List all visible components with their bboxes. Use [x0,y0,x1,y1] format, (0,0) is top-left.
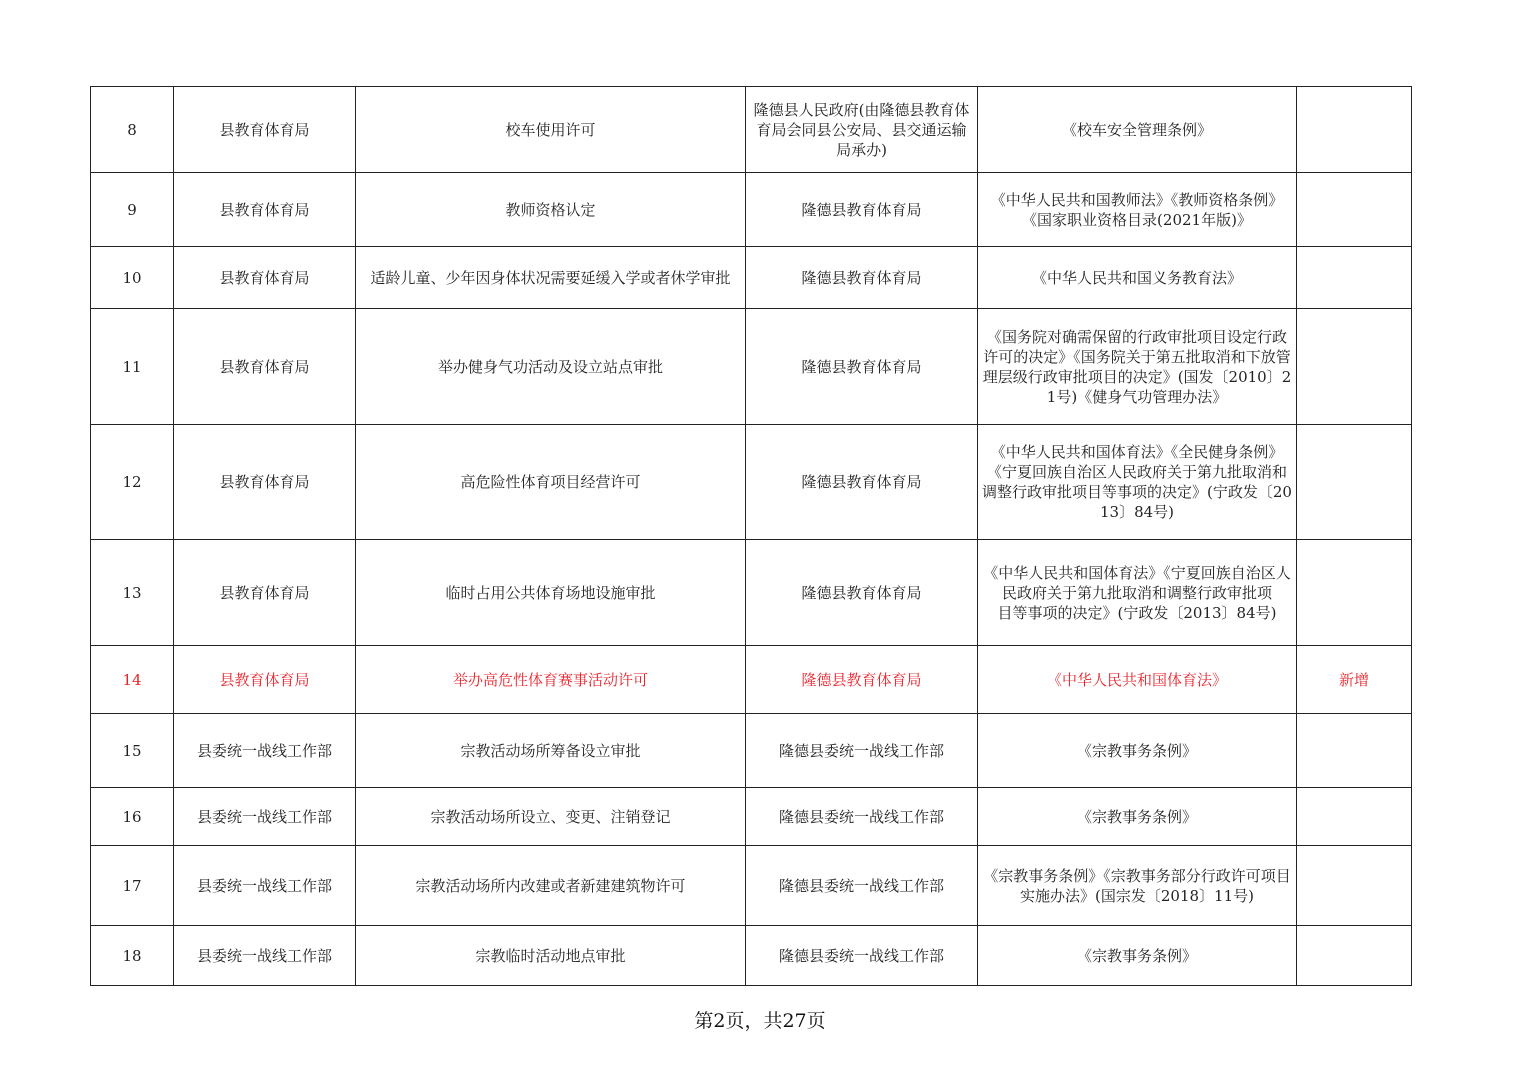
legal-basis-line: 《中华人民共和国体育法》《全民健身条例》 [990,443,1284,461]
department-cell: 县教育体育局 [174,425,356,540]
legal-basis-cell [978,247,1297,309]
department-cell: 县教育体育局 [174,87,356,173]
remark-cell [1297,714,1412,788]
table-row [91,646,1412,714]
legal-basis-line: 《宗教事务条例》 [1076,946,1197,965]
row-number-cell: 11 [91,309,174,425]
approval-item-cell: 宗教活动场所筹备设立审批 [356,714,746,788]
department-cell: 县教育体育局 [174,173,356,247]
remark-cell [1297,926,1412,986]
legal-basis-cell [978,846,1297,926]
legal-basis-line: 《校车安全管理条例》 [1061,120,1212,139]
page-footer [0,1008,1520,1034]
authority-cell: 隆德县教育体育局 [746,247,978,309]
authority-cell: 隆德县教育体育局 [746,425,978,540]
table-row [91,540,1412,646]
department-cell: 县教育体育局 [174,646,356,714]
remark-cell [1297,247,1412,309]
row-number-cell: 14 [91,646,174,714]
department-cell: 县委统一战线工作部 [174,788,356,846]
legal-basis-line: 《中华人民共和国教师法》《教师资格条例》 [990,190,1284,209]
remark-cell: 新增 [1297,646,1412,714]
authority-cell: 隆德县委统一战线工作部 [746,788,978,846]
remark-cell [1297,540,1412,646]
approval-item-cell: 适龄儿童、少年因身体状况需要延缓入学或者休学审批 [356,247,746,309]
table-row [91,87,1412,173]
approval-item-cell: 举办高危性体育赛事活动许可 [356,646,746,714]
legal-basis-cell [978,788,1297,846]
legal-basis-line: 《宗教事务条例》《宗教事务部分行政许可项目实施办法》(国宗发〔2018〕11号) [983,866,1291,905]
remark-cell [1297,846,1412,926]
legal-basis-cell [978,309,1297,425]
legal-basis-cell [978,714,1297,788]
legal-basis-cell [978,926,1297,986]
approval-item-cell: 临时占用公共体育场地设施审批 [356,540,746,646]
department-cell: 县教育体育局 [174,247,356,309]
table-row [91,247,1412,309]
legal-basis-line: 《中华人民共和国体育法》 [1046,670,1227,689]
approval-item-cell: 举办健身气功活动及设立站点审批 [356,309,746,425]
table-row [91,309,1412,425]
row-number-cell: 13 [91,540,174,646]
table-row [91,846,1412,926]
approval-item-cell: 宗教临时活动地点审批 [356,926,746,986]
table-body [91,87,1412,986]
page-number-label: 第2页，共27页 [694,1010,826,1032]
legal-basis-line: 《宗教事务条例》 [1076,807,1197,826]
row-number-cell: 16 [91,788,174,846]
remark-cell [1297,87,1412,173]
row-number-cell: 9 [91,173,174,247]
row-number-cell: 12 [91,425,174,540]
table-row [91,425,1412,540]
authority-cell: 隆德县委统一战线工作部 [746,714,978,788]
legal-basis-cell [978,425,1297,540]
table-row [91,173,1412,247]
table-row [91,788,1412,846]
authority-cell: 隆德县教育体育局 [746,309,978,425]
approval-item-cell: 高危险性体育项目经营许可 [356,425,746,540]
authority-cell: 隆德县教育体育局 [746,646,978,714]
authority-cell: 隆德县教育体育局 [746,173,978,247]
authority-cell: 隆德县教育体育局 [746,540,978,646]
legal-basis-line: 《宗教事务条例》 [1076,741,1197,760]
row-number-cell: 18 [91,926,174,986]
legal-basis-line: 《中华人民共和国义务教育法》 [1031,268,1242,287]
remark-cell [1297,425,1412,540]
approval-item-cell: 宗教活动场所内改建或者新建建筑物许可 [356,846,746,926]
authority-cell: 隆德县人民政府(由隆德县教育体育局会同县公安局、县交通运输局承办) [746,87,978,173]
authority-cell: 隆德县委统一战线工作部 [746,926,978,986]
legal-basis-cell [978,540,1297,646]
remark-cell [1297,173,1412,247]
legal-basis-line: 《国家职业资格目录(2021年版)》 [1022,210,1252,229]
approval-item-cell: 教师资格认定 [356,173,746,247]
legal-basis-line: 《国务院对确需保留的行政审批项目设定行政许可的决定》《国务院关于第五批取消和下放管理层级行政审批项目的决定》(国发〔2010〕21号)《健身气功管理办法》 [982,327,1292,406]
remark-cell [1297,309,1412,425]
department-cell: 县委统一战线工作部 [174,714,356,788]
row-number-cell: 17 [91,846,174,926]
row-number-cell: 15 [91,714,174,788]
department-cell: 县委统一战线工作部 [174,926,356,986]
table-row [91,926,1412,986]
row-number-cell: 10 [91,247,174,309]
table-row [91,714,1412,788]
legal-basis-cell [978,646,1297,714]
authority-cell: 隆德县委统一战线工作部 [746,846,978,926]
department-cell: 县教育体育局 [174,540,356,646]
legal-basis-line: 目等事项的决定》(宁政发〔2013〕84号) [997,603,1277,622]
department-cell: 县教育体育局 [174,309,356,425]
legal-basis-line: 《中华人民共和国体育法》《宁夏回族自治区人民政府关于第九批取消和调整行政审批项 [983,563,1291,602]
legal-basis-line: 《宁夏回族自治区人民政府关于第九批取消和调整行政审批项目等事项的决定》(宁政发〔2013〕84号) [982,463,1292,521]
legal-basis-cell [978,87,1297,173]
remark-cell [1297,788,1412,846]
legal-basis-cell [978,173,1297,247]
row-number-cell: 8 [91,87,174,173]
approval-items-table [90,86,1412,986]
approval-item-cell: 宗教活动场所设立、变更、注销登记 [356,788,746,846]
department-cell: 县委统一战线工作部 [174,846,356,926]
approval-item-cell: 校车使用许可 [356,87,746,173]
